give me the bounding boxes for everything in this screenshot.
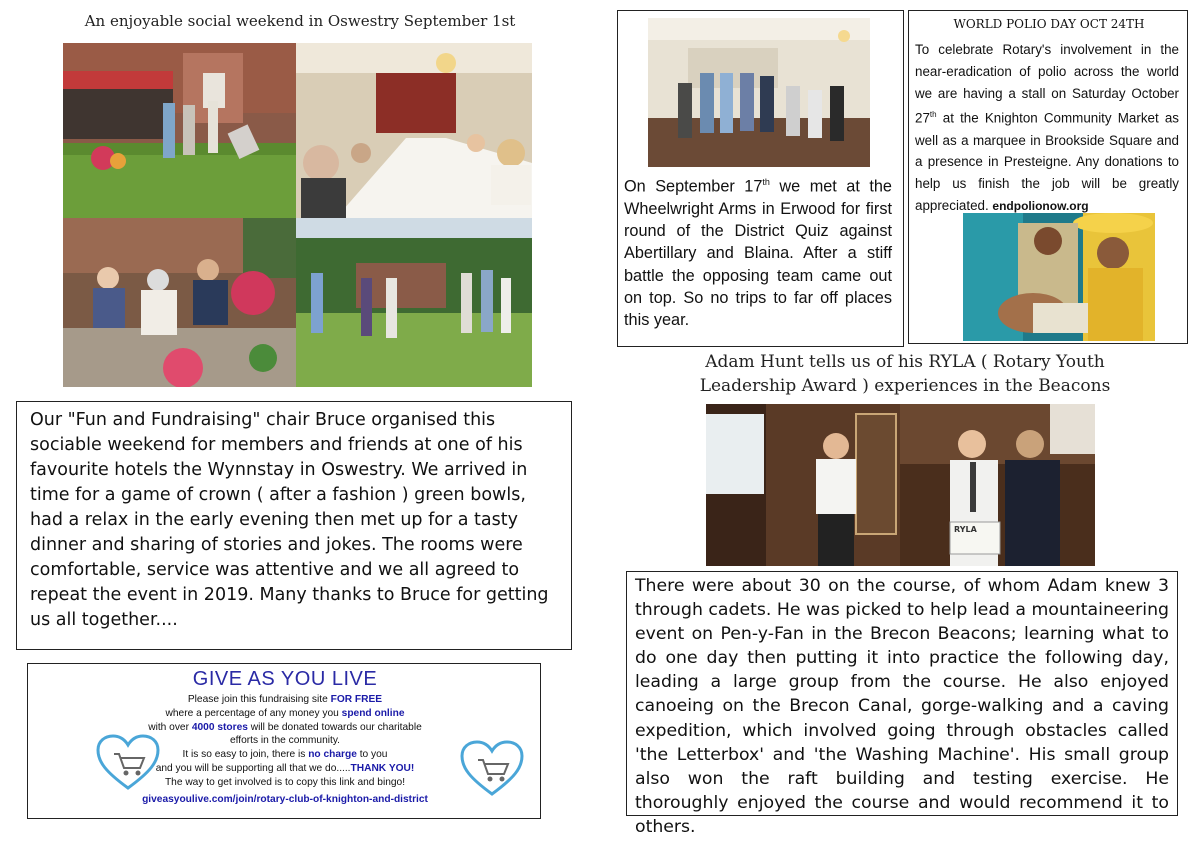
ryla-story-box <box>626 571 1178 837</box>
oswestry-story-box <box>16 401 572 650</box>
polio-title: WORLD POLIO DAY OCT 24TH <box>953 17 1145 31</box>
quiz-box <box>617 10 904 347</box>
ryla-heading: Adam Hunt tells us of his RYLA ( Rotary Youth Leadership Award ) experiences in the Beacons <box>699 352 1111 396</box>
polio-text: To celebrate Rotary's involvement in the near-eradication of polio across the world we are having a stall on Saturday October 27th at the Knighton Community Market as well as a marquee in Brookside Square and a presence in Presteigne. Any donations to help us finish the job will be greatly appreciated. endpolionow.org <box>915 42 1179 214</box>
give-as-you-live-box <box>27 663 541 819</box>
photo-bowls-terrace <box>63 43 296 218</box>
oswestry-heading: An enjoyable social weekend in Oswestry September 1st <box>84 12 516 30</box>
photo-polio-vaccination <box>963 213 1155 341</box>
photo-seated-group <box>63 218 296 387</box>
give-as-you-live-text: Please join this fundraising site FOR FREE where a percentage of any money you spend online with over 4000 stores will be donated towards our charitable efforts in the community. It is so easy to join, there is no charge to you and you will be supporting all that we do.....THANK YOU! The way to get involved is to copy this link and bingo! <box>148 694 422 788</box>
ryla-story-text: There were about 30 on the course, of whom Adam knew 3 through cadets. He was picked to help lead a mountaineering event on Pen-y-Fan in the Brecon Beacons; learning what to do one day then putting it into practice the following day, leading a large group from the course. He also enjoyed canoeing on the Brecon Canal, gorge-walking and a caving expedition, which involved going through obstacles called 'the Letterbox' and 'the Washing Machine'. His small group also won the raft building and testing exercise. He thoroughly enjoyed the course and would recommend it to others. <box>635 576 1169 837</box>
polio-box <box>908 10 1188 344</box>
quiz-story-text: On September 17th we met at the Wheelwright Arms in Erwood for first round of the District Quiz against Abertillary and Blaina. After a stiff battle the opposing team came out on top. So no trips to far off places this year. <box>624 177 892 330</box>
photo-quiz-team <box>648 18 870 167</box>
photo-ryla-presentation <box>706 404 900 566</box>
certificate-label: RYLA <box>954 525 977 534</box>
give-as-you-live-link[interactable]: giveasyoulive.com/join/rotary-club-of-knighton-and-district <box>142 794 428 805</box>
photo-bowls-green <box>296 218 532 387</box>
give-as-you-live-title: GIVE AS YOU LIVE <box>192 668 378 690</box>
oswestry-story-text: Our "Fun and Fundraising" chair Bruce organised this sociable weekend for members and friends at one of his favourite hotels the Wynnstay in Oswestry. We arrived in time for a game of crown ( after a fashion ) green bowls, had a relax in the early evening then met up for a tasty dinner and sharing of stories and jokes. The rooms were comfortable, service was attentive and we all agreed to repeat the event in 2019. Many thanks to Bruce for getting us all together.... <box>30 410 549 630</box>
photo-dinner-table <box>296 43 532 218</box>
photo-ryla-certificate <box>900 404 1095 566</box>
